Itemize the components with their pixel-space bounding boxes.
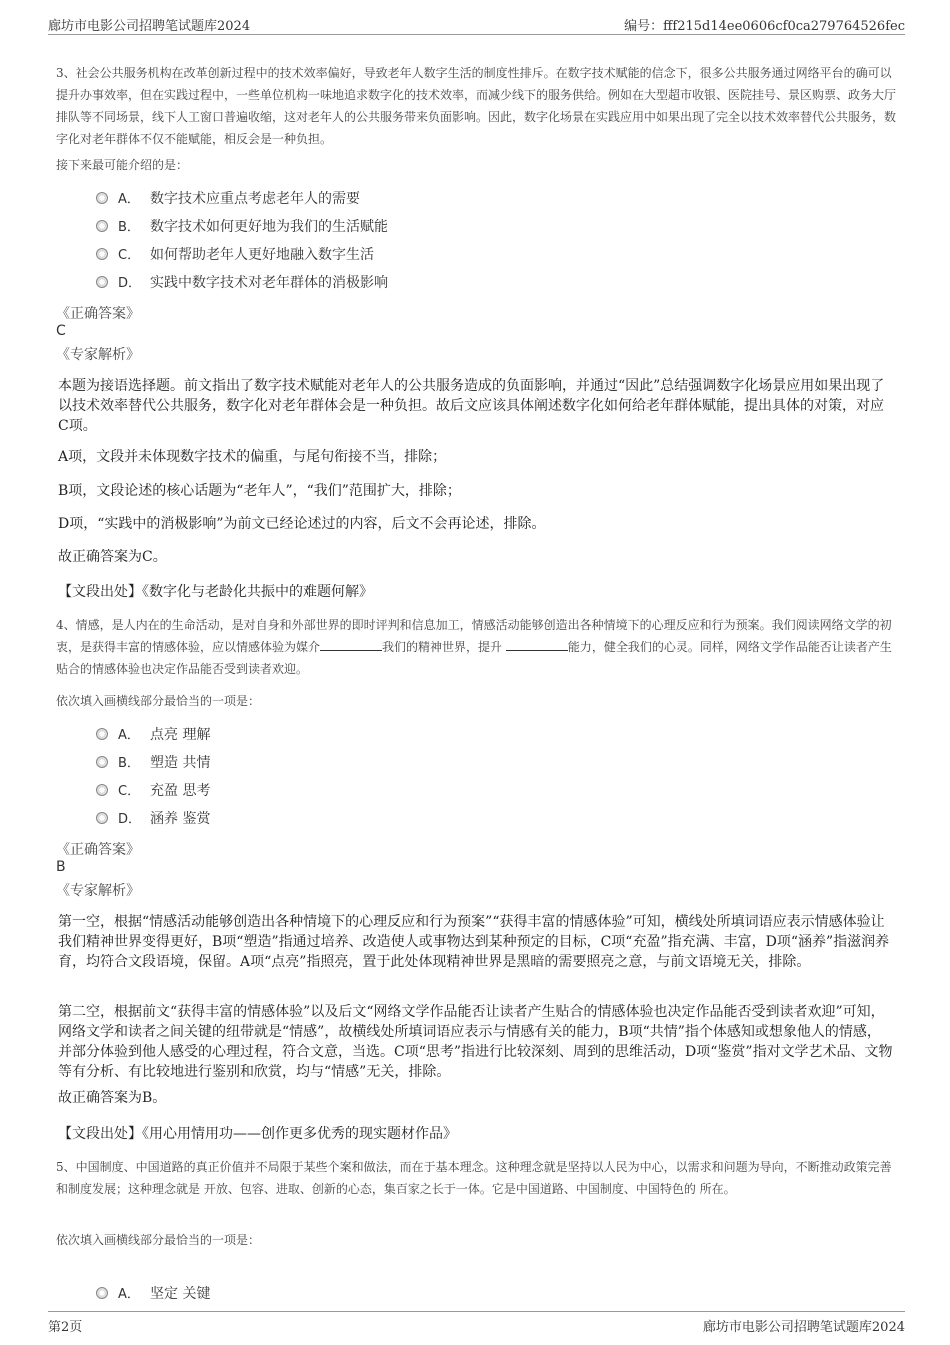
option-key: A． [118, 1287, 140, 1301]
q3-option-a[interactable] [96, 188, 360, 210]
option-key: A． [118, 728, 140, 743]
option-key: C． [118, 248, 141, 263]
analysis-paragraph: 第一空，根据“情感活动能够创造出各种情境下的心理反应和行为预案”“获得丰富的情感体验”可知，横线处所填词语应表示情感体验让我们精神世界变得更好，B项“塑造”指通过培养、改造使人或事物达到某种预定的目标，C项“充盈”指充满、丰富，D项“涵养”指滋润养育，均符合文段语境，保留。A项“点亮”指照亮，置于此处体现精神世界是黑暗的需要照亮之意，与前文语境无关，排除。 [58, 914, 890, 970]
option-text: 数字技术应重点考虑老年人的需要 [150, 191, 360, 207]
radio-icon[interactable] [96, 276, 108, 288]
analysis-paragraph: 本题为接语选择题。前文指出了数字技术赋能对老年人的公共服务造成的负面影响，并通过“因此”总结强调数字化场景应用如果出现了以技术效率替代公共服务，数字化对老年群体会是一种负担。故后文应该具体阐述数字化如何给老年群体赋能，提出具体的对策，对应C项。 [58, 378, 885, 434]
q3-option-d[interactable] [96, 272, 388, 294]
document-id: 编号：fff215d14ee0606cf0ca279764526fec [624, 19, 905, 34]
question-3-text: 3、社会公共服务机构在改革创新过程中的技术效率偏好，导致老年人数字生活的制度性排斥。在数字技术赋能的信念下，很多公共服务通过网络平台的确可以提升办事效率，但在实践过程中，一些单位机构一味地追求数字化的技术效率，而减少线下的服务供给。例如在大型超市收银、医院挂号、景区购票、政务大厅排队等不同场景，线下人工窗口普遍收缩，这对老年人的公共服务带来负面影响。因此，数字化场景在实践应用中如果出现了完全以技术效率替代公共服务，数字化对老年群体不仅不能赋能，相反会是一种负担。 [56, 66, 897, 146]
expert-analysis-label: 《专家解析》 [56, 883, 140, 899]
fill-blank [320, 638, 382, 651]
option-key: D． [118, 276, 142, 291]
option-text: 如何帮助老年人更好地融入数字生活 [150, 247, 374, 263]
radio-icon[interactable] [96, 248, 108, 260]
source-citation: 【文段出处】《数字化与老龄化共振中的难题何解》 [58, 584, 373, 600]
correct-answer-label: 《正确答案》 [56, 306, 140, 322]
analysis-paragraph: 第二空，根据前文“获得丰富的情感体验”以及后文“网络文学作品能否让读者产生贴合的情感体验也决定作品能否受到读者欢迎”可知，网络文学和读者之间关键的纽带就是“情感”，故横线处所填词语应表示与情感有关的能力，B项“共情”指个体感知或想象他人的情感，并部分体验到他人感受的心理过程，符合文意，当选。C项“思考”指进行比较深刻、周到的思维活动，D项“鉴赏”指对文学艺术品、文物等有分析、有比较地进行鉴别和欣赏，均与“情感”无关，排除。 [58, 1004, 893, 1080]
header-title: 廊坊市电影公司招聘笔试题库2024 [48, 19, 251, 34]
page-header [48, 12, 905, 35]
page-footer [48, 1311, 905, 1336]
analysis-conclusion: 故正确答案为B。 [58, 1090, 167, 1106]
radio-icon[interactable] [96, 220, 108, 232]
radio-icon[interactable] [96, 784, 108, 796]
page-number: 第2页 [48, 1320, 83, 1335]
q4-option-d[interactable] [96, 808, 210, 830]
question-5-text: 5、中国制度、中国道路的真正价值并不局限于某些个案和做法，而在于基本理念。这种理念就是坚持以人民为中心，以需求和问题为导向，不断推动政策完善和制度发展；这种理念就是 开放、包容、进取、创新的心态，集百家之长于一体。它是中国道路、中国制度、中国特色的 所在。 [56, 1160, 892, 1196]
option-text: 数字技术如何更好地为我们的生活赋能 [150, 219, 388, 235]
q5-option-a[interactable] [96, 1283, 210, 1301]
question-4-text-part: 我们的精神世界，提升 [382, 640, 503, 654]
analysis-paragraph: B项，文段论述的核心话题为“老年人”，“我们”范围扩大，排除； [58, 483, 461, 499]
option-text: 塑造 共情 [150, 755, 211, 771]
correct-answer-value: C [56, 323, 66, 339]
analysis-conclusion: 故正确答案为C。 [58, 549, 167, 565]
option-text: 充盈 思考 [150, 783, 211, 799]
analysis-paragraph: D项，“实践中的消极影响”为前文已经论述过的内容，后文不会再论述，排除。 [58, 516, 546, 532]
q3-option-b[interactable] [96, 216, 388, 238]
option-key: A． [118, 192, 140, 207]
radio-icon[interactable] [96, 756, 108, 768]
option-text: 实践中数字技术对老年群体的消极影响 [150, 275, 388, 291]
correct-answer-label: 《正确答案》 [56, 842, 140, 858]
expert-analysis-label: 《专家解析》 [56, 347, 140, 363]
option-key: B． [118, 756, 140, 771]
option-text: 涵养 鉴赏 [150, 811, 211, 827]
q4-option-b[interactable] [96, 752, 210, 774]
question-4-text [56, 614, 896, 680]
option-key: B． [118, 220, 140, 235]
radio-icon[interactable] [96, 812, 108, 824]
option-text: 点亮 理解 [150, 727, 211, 743]
option-key: D． [118, 812, 142, 827]
analysis-paragraph: A项，文段并未体现数字技术的偏重，与尾句衔接不当，排除； [58, 449, 447, 465]
question-5-prompt: 依次填入画横线部分最恰当的一项是： [56, 1233, 261, 1247]
question-4-text-part: 能力，健全我们的心灵。同样，网络文学作品能否让读者产生贴合的情感体验也决定作品能否受到读者欢迎。 [56, 640, 892, 676]
radio-icon[interactable] [96, 192, 108, 204]
footer-title: 廊坊市电影公司招聘笔试题库2024 [702, 1320, 905, 1335]
option-text: 坚定 关键 [150, 1286, 211, 1301]
radio-icon[interactable] [96, 1287, 108, 1299]
q4-option-c[interactable] [96, 780, 210, 802]
correct-answer-value: B [56, 859, 66, 875]
question-4-text-part: 4、情感，是人内在的生命活动，是对自身和外部世界的即时评判和信息加工，情感活动能够创造出各种情境下的心理反应和行为预案。我们阅读网络文学的初衷，是获得丰富的情感体验，应以情感体验为媒介 [56, 618, 892, 654]
q3-option-c[interactable] [96, 244, 374, 266]
radio-icon[interactable] [96, 728, 108, 740]
q4-option-a[interactable] [96, 724, 210, 746]
question-3-prompt: 接下来最可能介绍的是： [56, 158, 189, 172]
fill-blank [506, 638, 568, 651]
question-4-prompt: 依次填入画横线部分最恰当的一项是： [56, 694, 261, 708]
source-citation: 【文段出处】《用心用情用功——创作更多优秀的现实题材作品》 [58, 1126, 457, 1142]
option-key: C． [118, 784, 141, 799]
